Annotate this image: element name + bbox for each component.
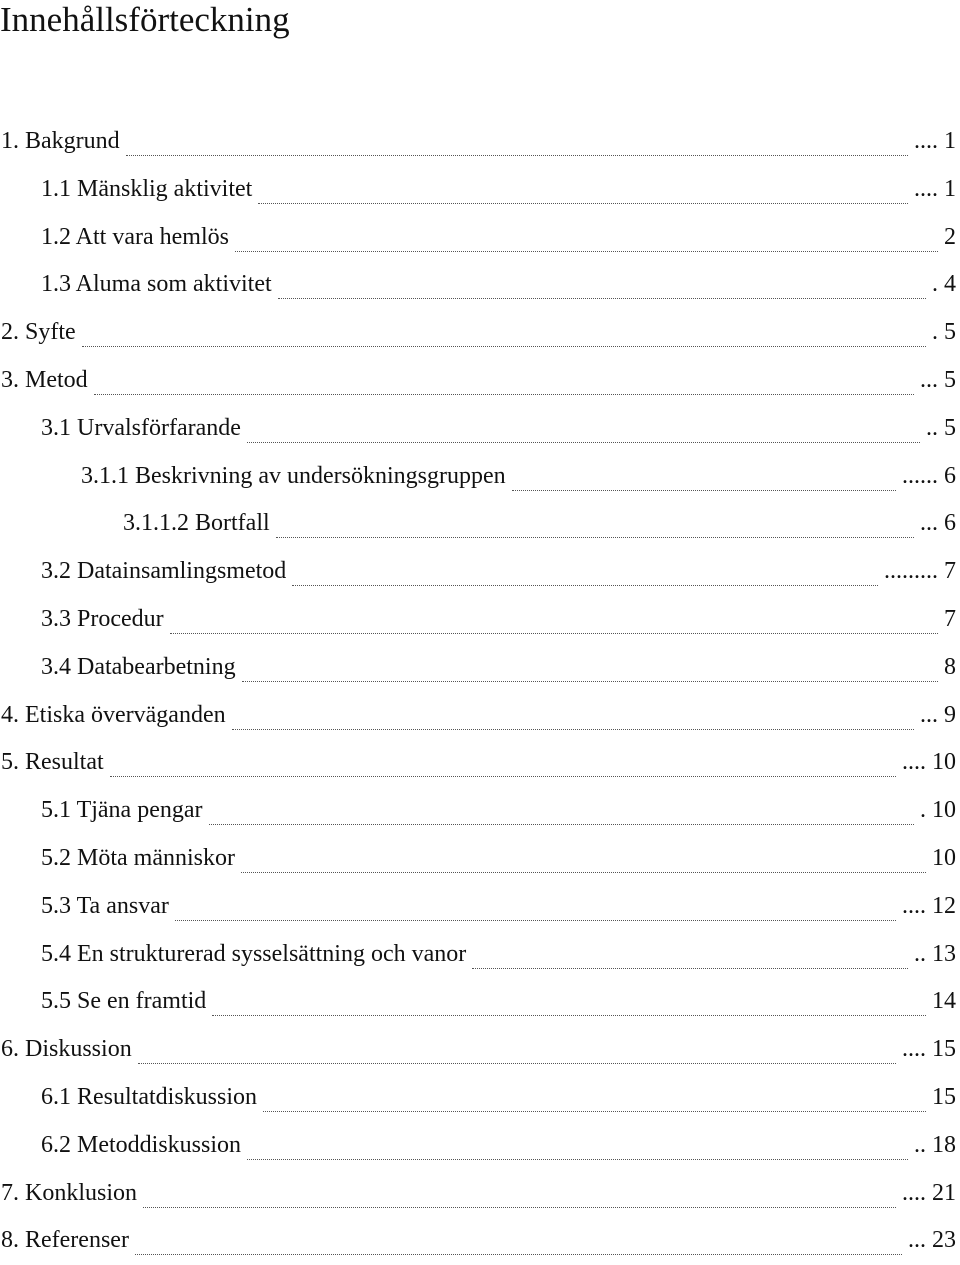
- toc-entry-label: 3.2 Datainsamlingsmetod: [41, 558, 287, 585]
- toc-entry-leader: [110, 739, 896, 787]
- toc-entry-page: [926, 405, 956, 453]
- toc-entry-page-number: 10: [932, 797, 956, 824]
- toc-entry-datainsamlingsmetod: [0, 548, 960, 596]
- toc-entry-label: 1.3 Aluma som aktivitet: [41, 271, 272, 298]
- toc-entry-resultatdiskussion: [0, 1074, 960, 1122]
- toc-entry-label: 3.1.1.2 Bortfall: [123, 510, 270, 537]
- toc-entry-trail: ...: [920, 366, 938, 393]
- toc-entry-page: [944, 214, 956, 262]
- toc-entry-page: [914, 166, 956, 214]
- toc-entry-page-number: 10: [932, 749, 956, 776]
- toc-entry-leader: [94, 357, 914, 405]
- toc-entry-page-number: 2: [944, 223, 956, 250]
- toc-entry-trail: .........: [884, 558, 938, 585]
- toc-entry-label: 3.1.1 Beskrivning av undersökningsgruppen: [81, 462, 506, 489]
- toc-entry-leader: [242, 644, 938, 692]
- toc-entry-page: [914, 1122, 956, 1170]
- toc-entry-label: 6. Diskussion: [1, 1036, 132, 1063]
- toc-entry-trail: ......: [902, 462, 938, 489]
- toc-entry-trail: ....: [902, 1179, 926, 1206]
- toc-entry-procedur: [0, 596, 960, 644]
- toc-entry-page-number: 10: [932, 844, 956, 871]
- toc-entry-page: [902, 739, 956, 787]
- toc-entry-leader: [263, 1074, 926, 1122]
- toc-entry-konklusion: [0, 1170, 960, 1218]
- toc-entry-label: 1. Bakgrund: [1, 128, 120, 154]
- toc-entry-metoddiskussion: [0, 1122, 960, 1170]
- toc-entry-page-number: 8: [944, 653, 956, 680]
- toc-entry-aluma-som-aktivitet: [0, 261, 960, 309]
- toc-entry-page-number: 18: [932, 1131, 956, 1158]
- toc-entry-label: 3.3 Procedur: [41, 605, 164, 632]
- toc-entry-syfte: [0, 309, 960, 357]
- toc-entry-page-number: 23: [932, 1227, 956, 1254]
- toc-entry-page-number: 9: [944, 701, 956, 728]
- toc-entry-page: [932, 309, 956, 357]
- toc-entry-trail: ..: [914, 1131, 926, 1158]
- toc-entry-trail: .: [932, 319, 938, 346]
- toc-entry-page-number: 7: [944, 605, 956, 632]
- toc-entry-leader: [135, 1217, 902, 1265]
- toc-entry-leader: [472, 931, 908, 979]
- toc-entry-label: 3. Metod: [1, 366, 88, 393]
- toc-entry-trail: ...: [920, 510, 938, 537]
- toc-entry-referenser: [0, 1217, 960, 1265]
- toc-entry-beskrivning: [0, 453, 960, 501]
- toc-entry-page-number: 15: [932, 1083, 956, 1110]
- toc-entry-page-number: 4: [944, 271, 956, 298]
- toc-entry-leader: [247, 405, 920, 453]
- toc-entry-leader: [126, 118, 908, 166]
- toc-entry-trail: ..: [926, 414, 938, 441]
- toc-entry-trail: ....: [902, 749, 926, 776]
- toc-entry-page: [884, 548, 956, 596]
- toc-entry-label: 6.1 Resultatdiskussion: [41, 1083, 258, 1110]
- toc-entry-trail: ..: [914, 940, 926, 967]
- toc-entry-label: 4. Etiska överväganden: [1, 701, 226, 728]
- toc-entry-urvalsforfarande: [0, 405, 960, 453]
- toc-entry-label: 7. Konklusion: [1, 1179, 138, 1206]
- toc-entry-label: 2. Syfte: [1, 319, 76, 346]
- table-of-contents: [0, 118, 960, 1265]
- toc-entry-trail: ....: [902, 892, 926, 919]
- toc-entry-trail: ....: [914, 175, 938, 202]
- toc-entry-leader: [143, 1170, 896, 1218]
- toc-entry-leader: [235, 214, 938, 262]
- toc-entry-page-number: 7: [944, 558, 956, 585]
- toc-entry-label: 5.5 Se en framtid: [41, 988, 207, 1015]
- toc-entry-metod: [0, 357, 960, 405]
- toc-entry-page: [908, 1217, 956, 1265]
- toc-entry-leader: [258, 166, 908, 214]
- toc-entry-page: [920, 787, 956, 835]
- toc-entry-page: [902, 453, 956, 501]
- toc-entry-label: 5.3 Ta ansvar: [41, 892, 169, 919]
- toc-entry-page-number: 13: [932, 940, 956, 967]
- toc-entry-leader: [138, 1026, 896, 1074]
- toc-entry-leader: [175, 883, 896, 931]
- toc-entry-leader: [278, 261, 926, 309]
- toc-entry-page-number: 12: [932, 892, 956, 919]
- toc-entry-databearbetning: [0, 644, 960, 692]
- toc-entry-strukturerad-sysselsattning: [0, 931, 960, 979]
- toc-entry-label: 1.1 Mänsklig aktivitet: [41, 175, 253, 202]
- toc-entry-mansklig-aktivitet: [0, 166, 960, 214]
- toc-entry-leader: [241, 835, 926, 883]
- toc-entry-page: [902, 883, 956, 931]
- toc-entry-page: [902, 1026, 956, 1074]
- toc-entry-page-number: 21: [932, 1179, 956, 1206]
- toc-entry-page-number: 1: [944, 175, 956, 202]
- toc-entry-mota-manniskor: [0, 835, 960, 883]
- toc-entry-page: [932, 835, 956, 883]
- toc-entry-page: [920, 692, 956, 740]
- toc-entry-label: 6.2 Metoddiskussion: [41, 1131, 242, 1158]
- toc-entry-leader: [512, 453, 896, 501]
- toc-entry-page-number: 6: [944, 462, 956, 489]
- toc-entry-trail: ....: [914, 128, 938, 154]
- toc-entry-trail: ...: [920, 701, 938, 728]
- toc-entry-diskussion: [0, 1026, 960, 1074]
- toc-entry-page: [920, 357, 956, 405]
- page-title: Innehållsförteckning: [0, 0, 290, 39]
- toc-entry-page: [914, 931, 956, 979]
- toc-entry-leader: [247, 1122, 908, 1170]
- toc-entry-page: [914, 118, 956, 166]
- toc-entry-page-number: 6: [944, 510, 956, 537]
- toc-entry-page-number: 14: [932, 988, 956, 1015]
- toc-entry-leader: [209, 787, 915, 835]
- toc-entry-resultat: [0, 739, 960, 787]
- toc-entry-leader: [82, 309, 926, 357]
- toc-entry-trail: ...: [908, 1227, 926, 1254]
- toc-entry-label: 5.4 En strukturerad sysselsättning och vanor: [41, 940, 467, 967]
- toc-entry-se-en-framtid: [0, 978, 960, 1026]
- toc-entry-label: 3.1 Urvalsförfarande: [41, 414, 241, 441]
- toc-entry-label: 8. Referenser: [1, 1227, 129, 1254]
- toc-entry-page-number: 5: [944, 366, 956, 393]
- toc-entry-label: 5.1 Tjäna pengar: [41, 797, 203, 824]
- toc-entry-trail: .: [920, 797, 926, 824]
- toc-entry-page-number: 1: [944, 128, 956, 154]
- toc-entry-leader: [276, 500, 914, 548]
- toc-entry-page: [902, 1170, 956, 1218]
- toc-entry-page-number: 5: [944, 414, 956, 441]
- toc-entry-leader: [170, 596, 938, 644]
- toc-entry-etiska-overvaganden: [0, 692, 960, 740]
- toc-entry-page: [932, 978, 956, 1026]
- toc-entry-trail: .: [932, 271, 938, 298]
- toc-entry-leader: [232, 692, 914, 740]
- toc-entry-tjana-pengar: [0, 787, 960, 835]
- toc-entry-page: [944, 596, 956, 644]
- toc-entry-trail: ....: [902, 1036, 926, 1063]
- toc-entry-ta-ansvar: [0, 883, 960, 931]
- toc-entry-label: 3.4 Databearbetning: [41, 653, 236, 680]
- toc-entry-page: [920, 500, 956, 548]
- toc-entry-leader: [212, 978, 926, 1026]
- toc-entry-leader: [292, 548, 878, 596]
- toc-entry-bortfall: [0, 500, 960, 548]
- toc-entry-page-number: 15: [932, 1036, 956, 1063]
- toc-entry-page: [944, 644, 956, 692]
- toc-entry-page: [932, 1074, 956, 1122]
- toc-entry-att-vara-hemlos: [0, 214, 960, 262]
- toc-entry-page: [932, 261, 956, 309]
- toc-entry-page-number: 5: [944, 319, 956, 346]
- toc-entry-label: 5.2 Möta människor: [41, 844, 235, 871]
- toc-entry-label: 5. Resultat: [1, 749, 104, 776]
- toc-entry-bakgrund: [0, 118, 960, 166]
- toc-entry-label: 1.2 Att vara hemlös: [41, 223, 229, 250]
